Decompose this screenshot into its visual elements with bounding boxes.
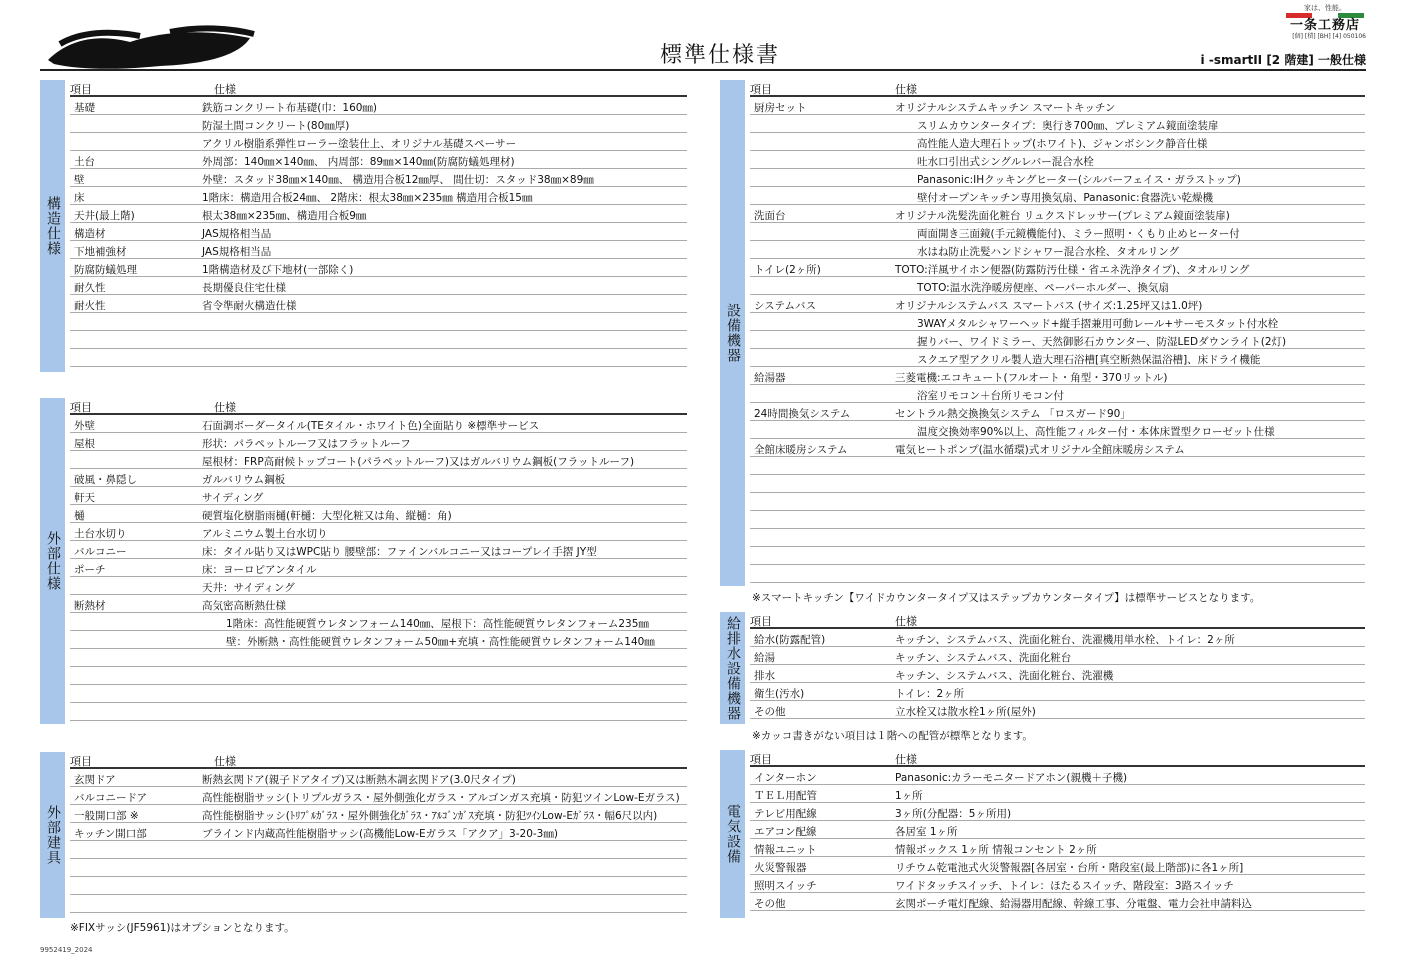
row-spec: 形状：パラペットルーフ又はフラットルーフ xyxy=(202,438,411,450)
row-spec: TOTO:洋風サイホン便器(防露防汚仕様・省エネ洗浄タイプ)、タオルリング xyxy=(895,264,1250,276)
section-structure xyxy=(40,80,687,372)
row-spec: 浴室リモコン＋台所リモコン付 xyxy=(917,390,1064,402)
row-item: 玄関ドア xyxy=(74,774,116,786)
row-spec: オリジナル洗髪洗面化粧台 リュクスドレッサー(プレミアム鏡面塗装扉) xyxy=(895,210,1230,222)
row-spec: 壁：外断熱・高性能硬質ウレタンフォーム50㎜+充填・高性能硬質ウレタンフォーム140㎜ xyxy=(226,636,655,648)
row-item: 給水(防露配管) xyxy=(754,634,826,646)
row-item: 軒天 xyxy=(74,492,95,504)
row-item: テレビ用配線 xyxy=(754,808,817,820)
table-row xyxy=(70,415,687,433)
table-row xyxy=(750,187,1365,205)
table-row xyxy=(750,259,1365,277)
row-item: 断熱材 xyxy=(74,600,106,612)
table-row xyxy=(70,805,687,823)
row-spec: 高性能人造大理石トップ(ホワイト)、ジャンボシンク静音仕様 xyxy=(917,138,1208,150)
table-row xyxy=(750,839,1365,857)
row-spec: TOTO:温水洗浄暖房便座、ペーパーホルダー、換気扇 xyxy=(917,282,1169,294)
table-row xyxy=(750,629,1365,647)
page-title: 標準仕様書 xyxy=(659,43,780,68)
row-spec: 断熱玄関ドア(親子ドアタイプ)又は断熱木調玄関ドア(3.0尺タイプ) xyxy=(202,774,516,786)
section-label-plumbing: 給排水設備機器 xyxy=(720,612,745,724)
row-item: 外壁 xyxy=(74,420,95,432)
section-plumbing xyxy=(720,612,1365,724)
table-row xyxy=(750,277,1365,295)
table-row xyxy=(70,523,687,541)
row-spec: キッチン、システムバス、洗面化粧台、洗濯機 xyxy=(895,670,1114,682)
row-item: 屋根 xyxy=(74,438,95,450)
redacted-scribble xyxy=(40,24,262,72)
row-spec: 長期優良住宅仕様 xyxy=(202,282,286,294)
row-spec: 情報ボックス 1ヶ所 情報コンセント 2ヶ所 xyxy=(895,844,1097,856)
row-spec: ガルバリウム鋼板 xyxy=(202,474,286,486)
row-spec: Panasonic:IHクッキングヒーター(シルバーフェイス・ガラストップ) xyxy=(917,174,1241,186)
row-item: 土台 xyxy=(74,156,95,168)
row-spec: 立水栓又は散水栓1ヶ所(屋外) xyxy=(895,706,1036,718)
row-item: 耐火性 xyxy=(74,300,106,312)
exterior-table xyxy=(70,398,687,721)
section-label-fittings: 外部建具 xyxy=(40,752,65,918)
row-spec: 床：タイル貼り又はWPC貼り 腰壁部：ファインバルコニー又はコープレイ手摺 JY型 xyxy=(202,546,597,558)
table-row xyxy=(70,649,687,667)
row-item: 排水 xyxy=(754,670,775,682)
row-spec: オリジナルシステムキッチン スマートキッチン xyxy=(895,102,1116,114)
plumbing-note: ※カッコ書きがない項目は１階への配管が標準となります。 xyxy=(752,730,1033,742)
table-row xyxy=(70,577,687,595)
table-row xyxy=(70,877,687,895)
row-spec: 吐水口引出式シングルレバー混合水栓 xyxy=(917,156,1094,168)
table-row xyxy=(70,505,687,523)
table-row xyxy=(750,403,1365,421)
table-row xyxy=(750,133,1365,151)
row-item: 厨房セット xyxy=(754,102,807,114)
table-row xyxy=(750,701,1365,719)
table-row xyxy=(70,115,687,133)
table-row xyxy=(70,613,687,631)
header-spec: 仕様 xyxy=(214,83,236,96)
row-spec: ブラインド内蔵高性能樹脂サッシ(高機能Low-Eガラス「アクア」3-20-3㎜) xyxy=(202,828,558,840)
row-spec: リチウム乾電池式火災警報器[各居室・台所・階段室(最上階部)に各1ヶ所] xyxy=(895,862,1244,874)
row-item: インターホン xyxy=(754,772,817,784)
header-item: 項目 xyxy=(70,83,92,96)
row-spec: キッチン、システムバス、洗面化粧台、洗濯機用単水栓、トイレ：2ヶ所 xyxy=(895,634,1235,646)
table-row xyxy=(70,685,687,703)
row-spec: 外壁：スタッド38㎜×140㎜、 構造用合板12㎜厚、 間仕切：スタッド38㎜×89㎜ xyxy=(202,174,594,186)
table-row xyxy=(70,313,687,331)
row-item: バルコニー xyxy=(74,546,127,558)
header-spec: 仕様 xyxy=(214,755,236,768)
header-item: 項目 xyxy=(70,755,92,768)
table-row xyxy=(750,169,1365,187)
table-header xyxy=(750,80,1365,97)
row-spec: 屋根材：FRP高耐候トップコート(パラペットルーフ)又はガルバリウム鋼板(フラットルーフ) xyxy=(202,456,635,468)
table-row xyxy=(70,859,687,877)
table-row xyxy=(750,475,1365,493)
header-item: 項目 xyxy=(750,753,772,766)
structure-table xyxy=(70,80,687,367)
row-spec: 省令準耐火構造仕様 xyxy=(202,300,297,312)
table-row xyxy=(70,97,687,115)
table-row xyxy=(70,205,687,223)
row-item: ＴＥＬ用配管 xyxy=(754,790,817,802)
row-spec: 1ヶ所 xyxy=(895,790,923,802)
table-row xyxy=(750,493,1365,511)
table-row xyxy=(750,665,1365,683)
row-item: トイレ(2ヶ所) xyxy=(754,264,821,276)
table-row xyxy=(750,893,1365,911)
fittings-table xyxy=(70,752,687,913)
table-row xyxy=(750,785,1365,803)
row-spec: 1階床：構造用合板24㎜、 2階床：根太38㎜×235㎜ 構造用合板15㎜ xyxy=(202,192,533,204)
table-row xyxy=(70,841,687,859)
row-item: 基礎 xyxy=(74,102,95,114)
table-row xyxy=(750,821,1365,839)
row-spec: 各居室 1ヶ所 xyxy=(895,826,958,838)
table-row xyxy=(750,115,1365,133)
table-row xyxy=(70,895,687,913)
row-spec: 防湿土間コンクリート(80㎜厚) xyxy=(202,120,350,132)
table-row xyxy=(70,451,687,469)
row-item: 火災警報器 xyxy=(754,862,807,874)
table-header xyxy=(70,80,687,97)
section-equipment xyxy=(720,80,1365,586)
table-row xyxy=(750,421,1365,439)
table-row xyxy=(70,667,687,685)
table-row xyxy=(750,803,1365,821)
row-spec: JAS規格相当品 xyxy=(202,228,272,240)
header-item: 項目 xyxy=(750,615,772,628)
table-row xyxy=(750,647,1365,665)
table-row xyxy=(70,541,687,559)
row-spec: 両面開き三面鏡(手元鏡機能付)、ミラー照明・くもり止めヒーター付 xyxy=(917,228,1240,240)
table-row xyxy=(70,487,687,505)
row-item: 24時間換気システム xyxy=(754,408,851,420)
row-spec: 外周部：140㎜×140㎜、 内周部：89㎜×140㎜(防腐防蟻処理材) xyxy=(202,156,515,168)
row-item: 給湯 xyxy=(754,652,775,664)
row-spec: 三菱電機:エコキュート(フルオート・角型・370リットル) xyxy=(895,372,1168,384)
logo-code: [個] [積] [BH] [4] 050106 xyxy=(1292,33,1366,40)
table-row xyxy=(70,331,687,349)
header-item: 項目 xyxy=(70,401,92,414)
electrical-table xyxy=(750,750,1365,911)
row-item: 壁 xyxy=(74,174,85,186)
fittings-note: ※FIXサッシ(JF5961)はオプションとなります。 xyxy=(70,922,295,934)
logo-brand: 一条工務店 xyxy=(1289,18,1360,33)
row-spec: スリムカウンタータイプ：奥行き700㎜、プレミアム鏡面塗装扉 xyxy=(917,120,1219,132)
section-label-exterior: 外部仕様 xyxy=(40,398,65,724)
row-item: キッチン開口部 xyxy=(74,828,147,840)
section-label-electrical: 電気設備 xyxy=(720,750,745,918)
row-item: 全館床暖房システム xyxy=(754,444,848,456)
header-spec: 仕様 xyxy=(895,753,917,766)
table-header xyxy=(750,750,1365,767)
row-spec: アクリル樹脂系弾性ローラー塗装仕上、オリジナル基礎スペーサー xyxy=(202,138,517,150)
row-item: 洗面台 xyxy=(754,210,786,222)
row-spec: キッチン、システムバス、洗面化粧台 xyxy=(895,652,1072,664)
equipment-note: ※スマートキッチン【ワイドカウンタータイプ又はステップカウンタータイプ】は標準サービスとなります。 xyxy=(752,592,1261,604)
row-item: その他 xyxy=(754,898,786,910)
table-row xyxy=(70,187,687,205)
table-row xyxy=(70,241,687,259)
row-item: 樋 xyxy=(74,510,85,522)
table-row xyxy=(70,169,687,187)
table-row xyxy=(750,97,1365,115)
row-item: 破風・鼻隠し xyxy=(74,474,137,486)
row-item: 天井(最上階) xyxy=(74,210,135,222)
table-row xyxy=(750,875,1365,893)
row-spec: サイディング xyxy=(202,492,264,504)
table-row xyxy=(750,295,1365,313)
row-spec: 硬質塩化樹脂雨樋(軒樋：大型化粧又は角、縦樋：角) xyxy=(202,510,452,522)
row-item: 一般開口部 ※ xyxy=(74,810,139,822)
row-spec: セントラル熱交換換気システム 「ロスガード90」 xyxy=(895,408,1131,420)
table-row xyxy=(750,385,1365,403)
row-spec: 電気ヒートポンプ(温水循環)式オリジナル全館床暖房システム xyxy=(895,444,1185,456)
row-item: システムバス xyxy=(754,300,816,312)
row-item: エアコン配線 xyxy=(754,826,817,838)
table-row xyxy=(70,787,687,805)
row-spec: 高気密高断熱仕様 xyxy=(202,600,286,612)
row-spec: スクエア型アクリル製人造大理石浴槽[真空断熱保温浴槽]、床ドライ機能 xyxy=(917,354,1261,366)
table-row xyxy=(70,349,687,367)
table-row xyxy=(70,259,687,277)
section-label-structure: 構造仕様 xyxy=(40,80,65,372)
table-row xyxy=(70,133,687,151)
row-item: その他 xyxy=(754,706,786,718)
company-logo xyxy=(1284,4,1366,48)
table-row xyxy=(750,241,1365,259)
table-header xyxy=(70,398,687,415)
row-item: 土台水切り xyxy=(74,528,127,540)
table-row xyxy=(70,295,687,313)
table-row xyxy=(70,223,687,241)
row-spec: 水はね防止洗髪ハンドシャワー混合水栓、タオルリング xyxy=(917,246,1180,258)
row-item: 構造材 xyxy=(74,228,106,240)
table-row xyxy=(750,205,1365,223)
table-row xyxy=(70,277,687,295)
equipment-table xyxy=(750,80,1365,583)
table-row xyxy=(70,631,687,649)
row-item: 下地補強材 xyxy=(74,246,127,258)
table-row xyxy=(750,511,1365,529)
section-fittings xyxy=(40,752,687,918)
row-spec: ワイドタッチスイッチ、トイレ：ほたるスイッチ、階段室：3路スイッチ xyxy=(895,880,1234,892)
table-row xyxy=(750,683,1365,701)
table-row xyxy=(750,439,1365,457)
table-row xyxy=(750,151,1365,169)
row-spec: 1階構造材及び下地材(一部除く) xyxy=(202,264,354,276)
row-item: バルコニードア xyxy=(74,792,148,804)
row-spec: JAS規格相当品 xyxy=(202,246,272,258)
section-exterior xyxy=(40,398,687,724)
row-spec: 床：ヨーロピアンタイル xyxy=(202,564,317,576)
row-spec: 天井：サイディング xyxy=(202,582,295,594)
table-row xyxy=(750,565,1365,583)
row-item: 耐久性 xyxy=(74,282,106,294)
row-item: 床 xyxy=(74,192,85,204)
row-item: 防腐防蟻処理 xyxy=(74,264,137,276)
header-spec: 仕様 xyxy=(895,83,917,96)
row-spec: 石面調ボーダータイル(TEタイル・ホワイト色)全面貼り ※標準サービス xyxy=(202,420,540,432)
section-electrical xyxy=(720,750,1365,918)
table-row xyxy=(70,595,687,613)
row-spec: 鉄筋コンクリート布基礎(巾：160㎜) xyxy=(202,102,378,114)
row-spec: 握りバー、ワイドミラー、天然御影石カウンター、防湿LEDダウンライト(2灯) xyxy=(917,336,1287,348)
table-row xyxy=(70,151,687,169)
table-row xyxy=(750,367,1365,385)
table-row xyxy=(70,433,687,451)
row-spec: 高性能樹脂サッシ(ﾄﾘﾌﾟﾙｶﾞﾗｽ・屋外側強化ｶﾞﾗｽ・ｱﾙｺﾞﾝｶﾞｽ充填・防犯ﾂｲﾝLow-Eｶﾞﾗｽ・幅6尺以内) xyxy=(202,810,658,822)
section-label-equipment: 設備機器 xyxy=(720,80,745,586)
table-row xyxy=(70,823,687,841)
table-row xyxy=(70,703,687,721)
table-row xyxy=(70,559,687,577)
header-item: 項目 xyxy=(750,83,772,96)
table-row xyxy=(70,469,687,487)
row-spec: 高性能樹脂サッシ(トリプルガラス・屋外側強化ガラス・アルゴンガス充填・防犯ツインLow-Eガラス) xyxy=(202,792,680,804)
table-header xyxy=(70,752,687,769)
table-row xyxy=(750,767,1365,785)
table-row xyxy=(750,331,1365,349)
row-spec: 3WAYメタルシャワーヘッド+縦手摺兼用可動レール+サーモスタット付水栓 xyxy=(917,318,1279,330)
row-item: 情報ユニット xyxy=(754,844,817,856)
table-row xyxy=(70,769,687,787)
plumbing-table xyxy=(750,612,1365,719)
row-spec: 1階床：高性能硬質ウレタンフォーム140㎜、屋根下：高性能硬質ウレタンフォーム235㎜ xyxy=(226,618,649,630)
table-row xyxy=(750,547,1365,565)
header-rule xyxy=(40,69,1366,71)
header-spec: 仕様 xyxy=(214,401,236,414)
table-row xyxy=(750,857,1365,875)
row-spec: 壁付オープンキッチン専用換気扇、Panasonic:食器洗い乾燥機 xyxy=(917,192,1213,204)
row-item: 衛生(汚水) xyxy=(754,688,805,700)
row-spec: アルミニウム製土台水切り xyxy=(202,528,328,540)
row-spec: トイレ：2ヶ所 xyxy=(895,688,965,700)
table-row xyxy=(750,223,1365,241)
table-row xyxy=(750,313,1365,331)
document-subtitle: i -smartII [2 階建] 一般仕様 xyxy=(1200,53,1366,67)
table-row xyxy=(750,529,1365,547)
logo-tagline: 家は、性能。 xyxy=(1304,4,1346,12)
table-header xyxy=(750,612,1365,629)
row-item: ポーチ xyxy=(74,564,106,576)
row-item: 給湯器 xyxy=(754,372,786,384)
row-spec: オリジナルシステムバス スマートバス (サイズ:1.25坪又は1.0坪) xyxy=(895,300,1203,312)
row-spec: 3ヶ所(分配器：5ヶ所用) xyxy=(895,808,1012,820)
footer-code: 9952419_2024 xyxy=(40,946,93,954)
table-row xyxy=(750,349,1365,367)
table-row xyxy=(750,457,1365,475)
row-spec: 根太38㎜×235㎜、構造用合板9㎜ xyxy=(202,210,367,222)
row-spec: Panasonic:カラーモニタードアホン(親機＋子機) xyxy=(895,772,1128,784)
header-spec: 仕様 xyxy=(895,615,917,628)
row-item: 照明スイッチ xyxy=(754,880,817,892)
row-spec: 温度交換効率90%以上、高性能フィルター付・本体床置型クローゼット仕様 xyxy=(917,426,1275,438)
row-spec: 玄関ポーチ電灯配線、給湯器用配線、幹線工事、分電盤、電力会社申請料込 xyxy=(895,898,1252,910)
